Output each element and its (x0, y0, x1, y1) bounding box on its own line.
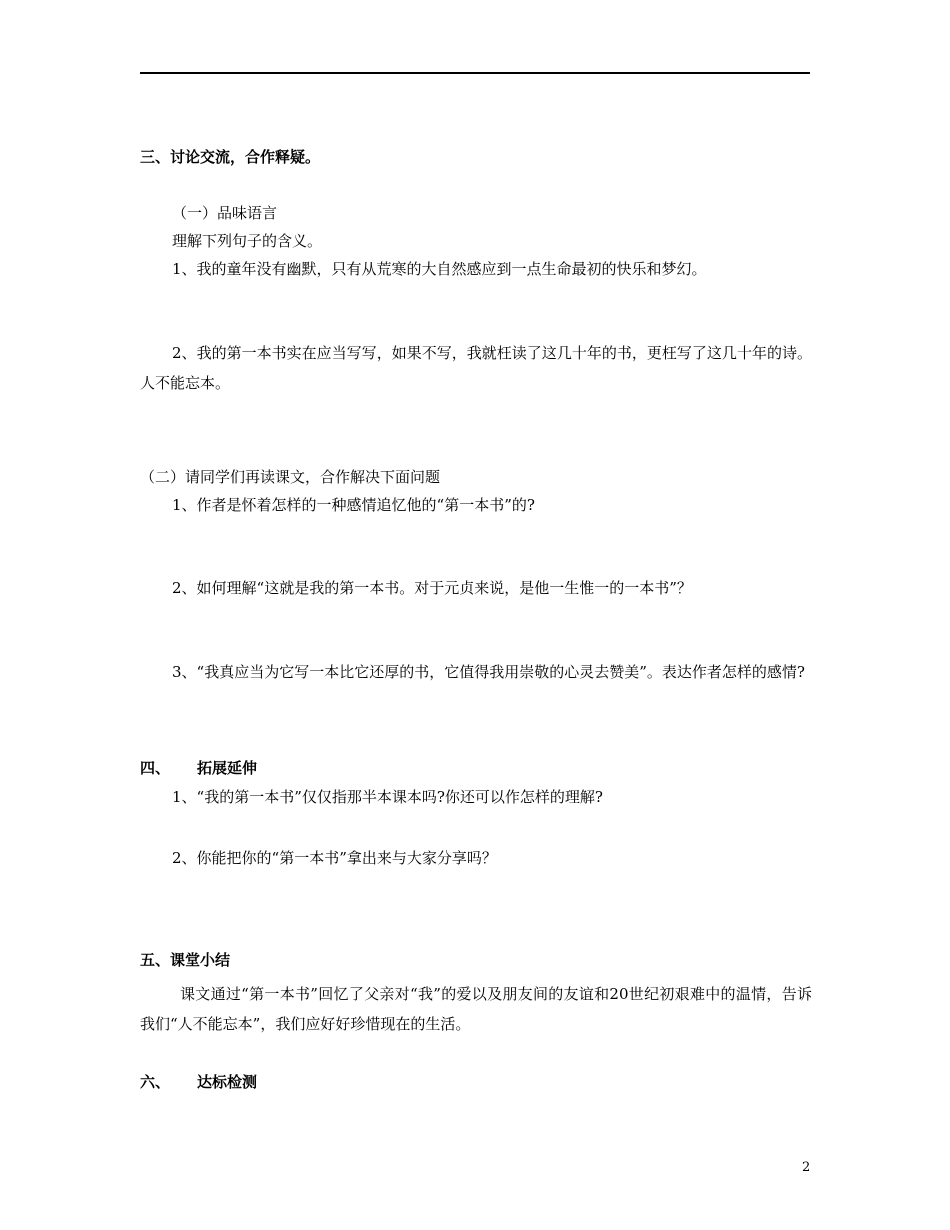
section-6-number: 六、 (140, 1073, 171, 1091)
subsection-1-title: （一）品味语言 (172, 204, 278, 222)
question-1: 1、我的童年没有幽默，只有从荒寒的大自然感应到一点生命最初的快乐和梦幻。 (172, 260, 707, 278)
header-rule (140, 72, 810, 74)
section-6-title: 达标检测 (197, 1073, 258, 1091)
section-3-heading: 三、讨论交流，合作释疑。 (140, 148, 321, 166)
discussion-question-2: 2、如何理解“这就是我的第一本书。对于元贞来说，是他一生惟一的一本书”？ (172, 579, 692, 597)
instruction-text: 理解下列句子的含义。 (172, 232, 323, 250)
discussion-question-1: 1、作者是怀着怎样的一种感情追忆他的“第一本书”的? (172, 496, 535, 514)
subsection-2-title: （二）请同学们再读课文，合作解决下面问题 (140, 468, 441, 486)
question-2: 2、我的第一本书实在应当写写，如果不写，我就枉读了这几十年的书，更枉写了这几十年的诗。人不能忘本。 (140, 344, 812, 392)
section-4-number: 四、 (140, 759, 171, 777)
page-number: 2 (802, 1160, 811, 1175)
extension-question-2: 2、你能把你的“第一本书”拿出来与大家分享吗？ (172, 849, 497, 867)
discussion-question-3: 3、“我真应当为它写一本比它还厚的书，它值得我用崇敬的心灵去赞美”。表达作者怎样的感情? (172, 663, 805, 681)
summary-paragraph: 课文通过“第一本书”回忆了父亲对“我”的爱以及朋友间的友谊和20世纪初艰难中的温情，告诉我们“人不能忘本”，我们应好好珍惜现在的生活。 (140, 985, 812, 1033)
section-4-title: 拓展延伸 (197, 759, 258, 777)
section-5-heading: 五、课堂小结 (140, 951, 231, 969)
extension-question-1: 1、“我的第一本书”仅仅指那半本课本吗?你还可以作怎样的理解? (172, 788, 603, 806)
